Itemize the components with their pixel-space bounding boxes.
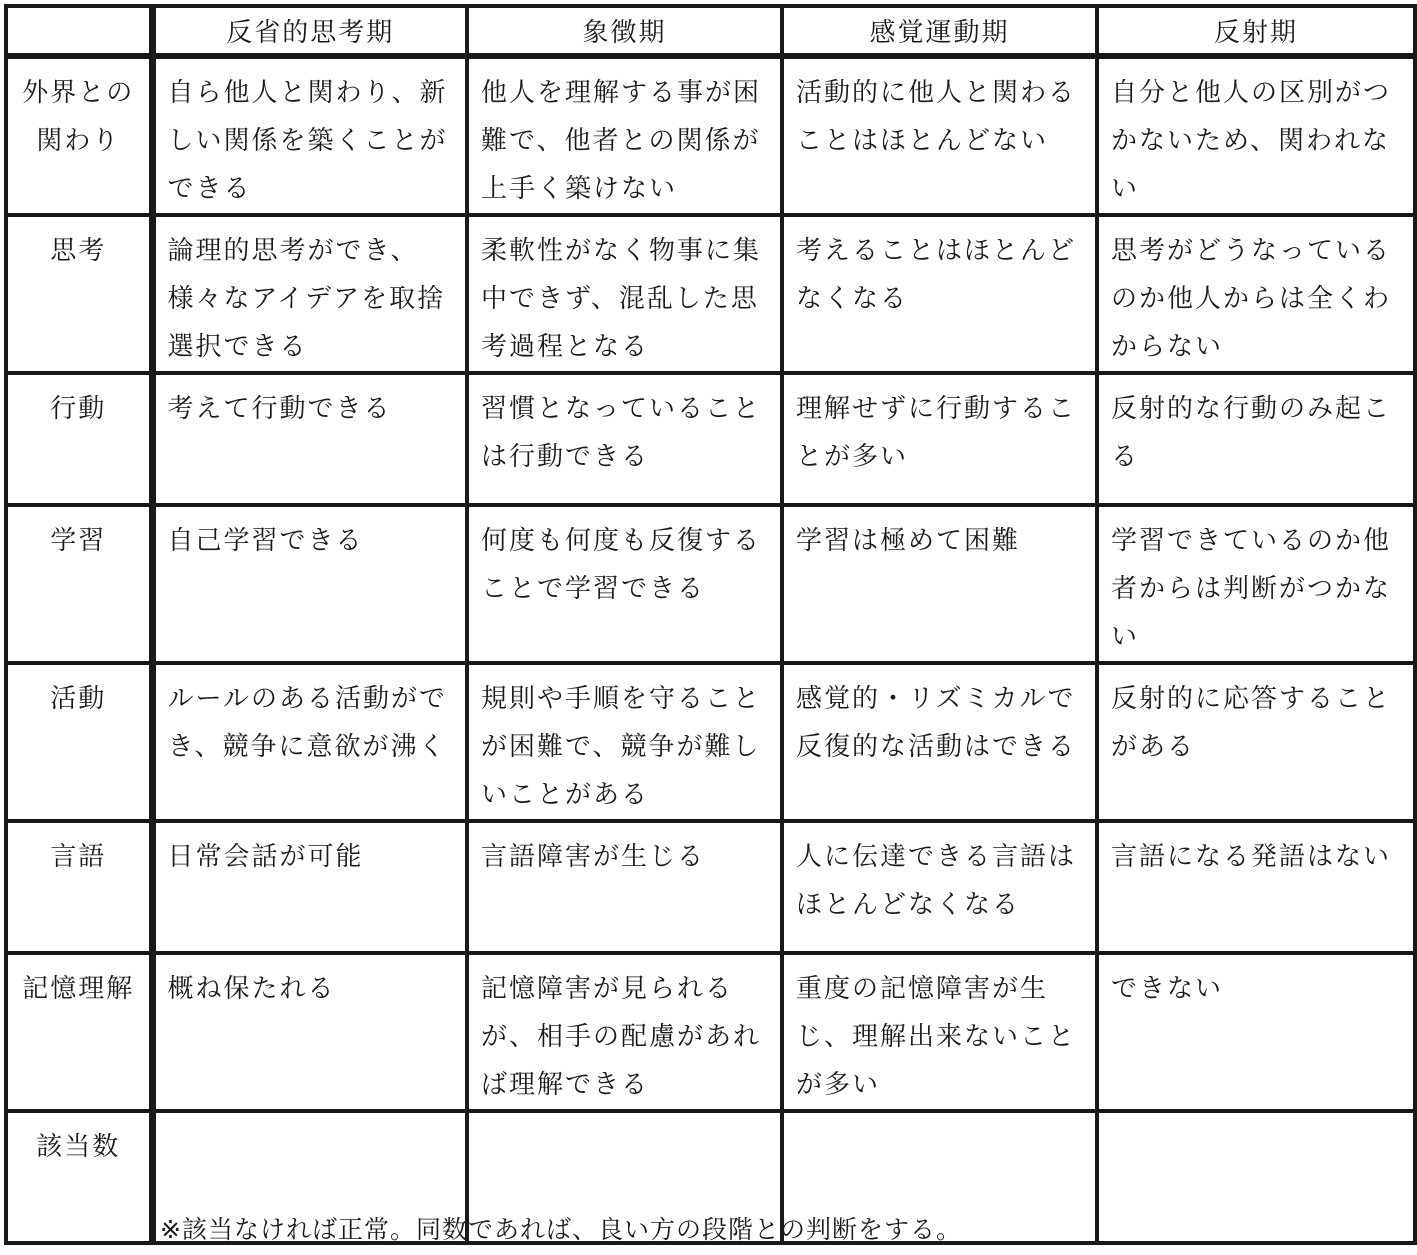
assessment-table xyxy=(4,4,1417,1245)
table-cell: 人に伝達できる言語はほとんどなくなる xyxy=(782,821,1097,953)
table-cell: 自己学習できる xyxy=(152,505,467,663)
table-cell: 学習できているのか他者からは判断がつかない xyxy=(1097,505,1415,663)
row-label: 思考 xyxy=(50,236,107,266)
table-cell: できない xyxy=(1097,953,1415,1111)
row-label-cell xyxy=(6,1111,152,1243)
corner-cell xyxy=(6,6,152,56)
table-cell: 習慣となっていることは行動できる xyxy=(467,373,782,505)
row-label-cell xyxy=(6,663,152,821)
row-label: 活動 xyxy=(50,684,107,714)
table-cell: 学習は極めて困難 xyxy=(782,505,1097,663)
row-label: 行動 xyxy=(50,394,107,424)
table-cell: 理解せずに行動することが多い xyxy=(782,373,1097,505)
table-cell: 記憶障害が見られるが、相手の配慮があれば理解できる xyxy=(467,953,782,1111)
header-row xyxy=(6,6,1415,56)
row-label: 該当数 xyxy=(36,1132,121,1162)
row-label: 記憶理解 xyxy=(22,974,135,1004)
row-label-cell xyxy=(6,953,152,1111)
table-cell: 何度も何度も反復することで学習できる xyxy=(467,505,782,663)
table-cell: 考えることはほとんどなくなる xyxy=(782,215,1097,373)
row-label: 言語 xyxy=(50,842,107,872)
header-cell-symbolic: 象徴期 xyxy=(467,6,782,56)
table-row xyxy=(6,953,1415,1111)
count-cell[interactable] xyxy=(1097,1111,1415,1243)
table-cell: 反射的な行動のみ起こる xyxy=(1097,373,1415,505)
row-label-cell xyxy=(6,373,152,505)
footnote: ※該当なければ正常。同数であれば、良い方の段階との判断をする。 xyxy=(160,1215,962,1244)
header-cell-reflex: 反射期 xyxy=(1097,6,1415,56)
table-row xyxy=(6,663,1415,821)
header-cell-reflective-thinking: 反省的思考期 xyxy=(152,6,467,56)
table-cell: 反射的に応答することがある xyxy=(1097,663,1415,821)
row-label-cell xyxy=(6,56,152,215)
table-cell: 重度の記憶障害が生じ、理解出来ないことが多い xyxy=(782,953,1097,1111)
table-cell: 概ね保たれる xyxy=(152,953,467,1111)
row-label-cell xyxy=(6,821,152,953)
row-label-cell xyxy=(6,505,152,663)
table-row xyxy=(6,56,1415,215)
row-label-cell xyxy=(6,215,152,373)
table-row xyxy=(6,505,1415,663)
table-cell: 他人を理解する事が困難で、他者との関係が上手く築けない xyxy=(467,56,782,215)
table-row xyxy=(6,215,1415,373)
table-cell: 論理的思考ができ、様々なアイデアを取捨選択できる xyxy=(152,215,467,373)
table-cell: 活動的に他人と関わることはほとんどない xyxy=(782,56,1097,215)
row-label: 学習 xyxy=(50,526,107,556)
table-cell: 自分と他人の区別がつかないため、関われない xyxy=(1097,56,1415,215)
table-cell: 言語になる発語はない xyxy=(1097,821,1415,953)
table-row xyxy=(6,373,1415,505)
header-cell-sensorimotor: 感覚運動期 xyxy=(782,6,1097,56)
table-cell: 柔軟性がなく物事に集中できず、混乱した思考過程となる xyxy=(467,215,782,373)
table-cell: 言語障害が生じる xyxy=(467,821,782,953)
table-cell: 自ら他人と関わり、新しい関係を築くことができる xyxy=(152,56,467,215)
table-cell: 日常会話が可能 xyxy=(152,821,467,953)
table-cell: ルールのある活動ができ、競争に意欲が沸く xyxy=(152,663,467,821)
table-cell: 思考がどうなっているのか他人からは全くわからない xyxy=(1097,215,1415,373)
table-cell: 感覚的・リズミカルで反復的な活動はできる xyxy=(782,663,1097,821)
table-cell: 考えて行動できる xyxy=(152,373,467,505)
table-row xyxy=(6,821,1415,953)
row-label: 外界との関わり xyxy=(22,78,135,156)
table-cell: 規則や手順を守ることが困難で、競争が難しいことがある xyxy=(467,663,782,821)
